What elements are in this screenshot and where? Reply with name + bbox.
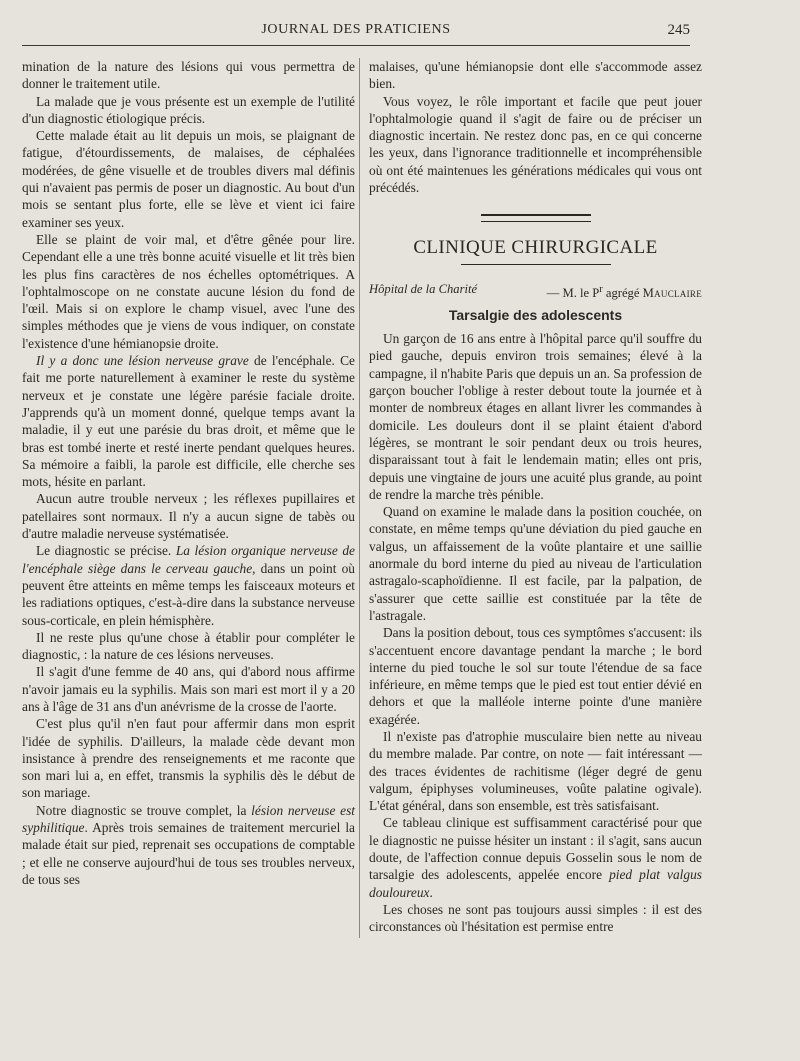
italic-phrase: Il y a donc une lésion nerveuse grave [36,353,249,369]
paragraph: Aucun autre trouble nerveux ; les réflexes pupillaires et patellaires sont normaux. Il n'y a aucun signe de tabès ou d'autre maladie nerveuse systématisée. [22,491,355,542]
paragraph-text: . Après trois semaines de traitement mercuriel la malade était sur pied, reprenait ses occupations de comptable ; et elle ne conserve aujourd'hui de tous ses troubles nerveux, de tous ses [22,820,355,887]
section-separator [481,214,591,222]
journal-title: JOURNAL DES PRATICIENS [261,22,451,37]
paragraph-text: Ce tableau clinique est suffisamment caractérisé pour que le diagnostic ne puisse hésiter un instant : il s'agit, sans aucun doute, de l'affection connue depuis Gosselin sous le nom de tarsalgie des adolescents, appelée encore [369,815,702,883]
paragraph-text: Le diagnostic se précise. [36,543,176,559]
paragraph [369,814,702,900]
paragraph: Il s'agit d'une femme de 40 ans, qui d'abord nous affirme n'avoir jamais eu la syphilis. Mais son mari est mort il y a 20 ans à l'âge de 31 ans d'un anévrisme de la crosse de l'aorte. [22,664,355,714]
author-title-sup: r [599,284,603,296]
italic-phrase: pied plat valgus douloureux [369,867,702,900]
paragraph: Elle se plaint de voir mal, et d'être gênée pour lire. Cependant elle a une très bonne acuité visuelle et lit très bien les plus fins caractères de nos échelles optométriques. A l'ophtalmoscope on ne constate aucune lésion du fond de l'œil. Mais si on explore le champ visuel, avec l'une des simples méthodes que je viens de vous indiquer, on constate l'existence d'une hémianopsie droite. [22,231,355,351]
paragraph: Cette malade était au lit depuis un mois, se plaignant de fatigue, d'étourdissements, de malaises, de céphalées modérées, de gêne visuelle et de troubles divers mal définis qui n'avaient pas permis de poser un diagnostic. Au bout d'un mois se sentant plus forte, elle se lève et vient ici faire examiner ses yeux. [22,128,355,230]
hospital-name: Hôpital de la Charité [369,282,478,297]
paragraph [22,802,355,888]
header-rule [22,45,690,46]
paragraph: Il ne reste plus qu'une chose à établir pour compléter le diagnostic, : la nature de ces lésions nerveuses. [22,629,355,663]
paragraph: Dans la position debout, tous ces symptômes s'accusent: ils s'accentuent encore davantage pendant la marche ; le bord interne du pied touche le sol sur toute l'étendue de sa face inférieure, en même temps que le pied est tout entier dévié en dehors et que la malléole interne pointe d'une manière exagérée. [369,625,702,727]
paragraph-text: de l'encéphale. Ce fait me porte naturellement à examiner le reste du système nerveux et je constate une légère parésie faciale droite. J'apprends qu'à un moment donné, quelque temps avant la maladie, il y eut une parésie du bras droit, et même que le bras est tombé inerte et resté inerte pendant quelques heures. Sa mémoire a faibli, la parole est difficile, elle cherche ses mots, hésite en parlant. [22,353,355,490]
italic-phrase: lésion nerveuse est syphilitique [22,802,355,836]
author-line [547,281,702,302]
paragraph: Les choses ne sont pas toujours aussi simples : il est des circonstances où l'hésitation est permise entre [369,901,702,935]
author-name: Mauclaire [642,286,702,301]
paragraph: La malade que je vous présente est un exemple de l'utilité d'un diagnostic étiologique précis. [22,93,355,126]
page-number: 245 [667,22,690,38]
paragraph [22,352,355,490]
italic-phrase: La lésion organique nerveuse de l'encéphale siège dans le cerveau gauche [22,543,355,576]
paragraph: C'est plus qu'il n'en faut pour affermir dans mon esprit l'idée de syphilis. D'ailleurs, la malade cède devant mon insistance à prendre des renseignements et me raconte que son mari lui a, en effet, transmis la syphilis dès le début de son mariage. [22,716,355,801]
right-column [369,58,702,936]
left-column [22,58,355,888]
running-header [22,18,690,48]
paragraph: Il n'existe pas d'atrophie musculaire bien nette au niveau du membre malade. Par contre, on note — fait intéressant — des traces évidentes de rachitisme (léger degré de genu valgum, épiphyses volumineuses, voûte palatine ogivale). L'état général, dans son ensemble, est très satisfaisant. [369,728,702,814]
paragraph: mination de la nature des lésions qui vous permettra de donner le traitement utile. [22,59,355,92]
author-title: agrégé [602,286,643,301]
title-underline [461,264,611,265]
article-byline [369,281,702,302]
paragraph-text: Notre diagnostic se trouve complet, la [36,802,252,818]
paragraph-text: . [429,884,433,900]
paragraph: Vous voyez, le rôle important et facile que peut jouer l'ophtalmologie quand il s'agit de faire ou de préciser un diagnostic incertain. Ne restez donc pas, en ce qui concerne les yeux, dans l'ignorance traditionnelle et incompréhensible où ont été maintenues les générations médicales qui vous ont précédés. [369,93,702,196]
paragraph: Quand on examine le malade dans la position couchée, on constate, en même temps qu'une déviation du pied gauche en valgus, un affaissement de la voûte plantaire et une saillie anormale du bord interne du pied au niveau de l'articulation astragalo-scaphoïdienne. Il est facile, par la palpation, de s'assurer que cette saillie est constituée par la tête de l'astragale. [369,504,702,623]
paragraph: malaises, qu'une hémianopsie dont elle s'accommode assez bien. [369,59,702,92]
section-title: CLINIQUE CHIRURGICALE [413,237,658,259]
author-prefix: — M. le P [546,286,600,301]
paragraph-text: , dans un point où peuvent être atteints en même temps les faisceaux moteurs et les radiations optiques, c'est-à-dire dans la substance nerveuse sous-corticale, en plein hémisphère. [22,560,355,628]
column-divider [359,58,360,938]
article-title: Tarsalgie des adolescents [448,306,623,323]
paragraph [22,542,355,628]
paragraph: Un garçon de 16 ans entre à l'hôpital parce qu'il souffre du pied gauche, depuis environ trois semaines; élevé à la campagne, il n'habite Paris que depuis un an. Sa profession de garçon boucher l'oblige à rester debout toute la journée et à monter de nombreux étages en allant livrer les commandes à domicile. Les douleurs dont il se plaint étaient d'abord légères, se montrant le soir pendant deux ou trois heures, disparaissant tout à fait le lendemain matin; elles ont pris, depuis une vingtaine de jours une acuité plus grande, au point de rendre la marche très pénible. [369,331,702,502]
